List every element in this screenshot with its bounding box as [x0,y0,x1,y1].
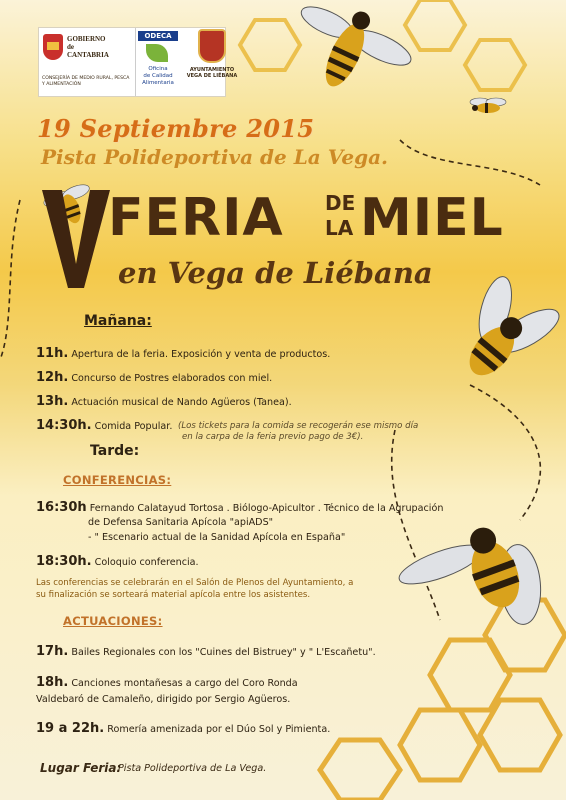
odeca-sub3: Alimentaria [142,80,174,86]
colloquium-time: 18:30h. [36,554,92,569]
odeca-logo [136,28,180,96]
schedule-item [36,370,272,385]
conference-note-1: Las conferencias se celebrarán en el Salón de Plenos del Ayuntamiento, a [36,578,354,588]
colloquium-item [36,554,199,569]
lunch-note-2: en la carpa de la feria previo pago de 3€). [182,432,364,442]
conference-text-3: - " Escenario actual de la Sanidad Apícola en España" [88,532,346,543]
schedule-text: Concurso de Postres elaborados con miel. [71,373,273,384]
afternoon-heading: Tarde: [90,443,140,459]
performance-text: Bailes Regionales con los "Cuines del Bistruey" y " L'Escañetu". [71,647,376,658]
schedule-item [36,418,172,433]
performances-heading: ACTUACIONES: [63,614,163,628]
leaf-icon [146,44,168,62]
schedule-item [36,346,330,361]
schedule-time: 14:30h. [36,418,92,433]
performance-item [36,644,376,659]
title-la: LA [325,216,354,240]
ayuntamiento-line1: AYUNTAMIENTO [189,67,235,73]
performance-item [36,721,330,736]
morning-heading: Mañana: [84,313,152,329]
bee-small-illustration [470,98,506,113]
schedule-text: Actuación musical de Nando Agüeros (Tanea). [71,397,292,408]
conference-text-2: de Defensa Sanitaria Apícola "apiADS" [88,517,274,528]
cantabria-shield-icon [43,34,63,60]
roman-numeral-v [38,172,113,292]
gobierno-line2: de [67,43,74,51]
venue-label: Lugar Feria: [40,761,122,775]
venue-value: Pista Polideportiva de La Vega. [118,763,267,774]
conference-time: 16:30h [36,500,87,515]
title-de: DE [325,191,356,215]
schedule-text: Comida Popular. [94,421,173,432]
performance-time: 17h. [36,644,69,659]
schedule-time: 11h. [36,346,69,361]
performance-text: Canciones montañesas a cargo del Coro Ronda [71,678,298,689]
gobierno-consejeria: CONSEJERÍA DE MEDIO RURAL, PESCA Y ALIMENTACIÓN [42,76,130,87]
odeca-sub1: Oficina [148,66,168,72]
conference-text-1: Fernando Calatayud Tortosa . Biólogo-Apicultor . Técnico de la Agrupación [89,503,444,514]
schedule-item [36,394,292,409]
schedule-text: Apertura de la feria. Exposición y venta de productos. [71,349,331,360]
lunch-note-1: (Los tickets para la comida se recogerán ese mismo día [178,421,419,431]
performance-text: Romería amenizada por el Dúo Sol y Pimienta. [107,724,331,735]
conference-note-2: su finalización se sorteará material apícola entre los asistentes. [36,590,311,600]
schedule-time: 12h. [36,370,69,385]
event-subtitle: en Vega de Liébana [118,256,433,290]
town-crest-icon [198,29,226,63]
bee-top-illustration [278,0,421,112]
honeycomb-bottom [320,600,565,800]
gobierno-line1: GOBIERNO [67,35,106,43]
performance-text-2: Valdebaró de Camaleño, dirigido por Sergio Agüeros. [36,694,291,705]
event-date: 19 Septiembre 2015 [37,114,315,143]
schedule-time: 13h. [36,394,69,409]
colloquium-text: Coloquio conferencia. [94,557,199,568]
conference-item [36,500,443,515]
gobierno-cantabria-logo [39,28,136,96]
title-miel: MIEL [360,188,504,248]
performance-item [36,675,298,690]
ayuntamiento-line2: VEGA DE LIÉBANA [186,73,238,79]
title-feria: FERIA [108,188,284,248]
conferences-heading: CONFERENCIAS: [63,473,172,487]
ayuntamiento-logo [186,27,238,95]
performance-time: 19 a 22h. [36,721,105,736]
bee-right-illustration [435,260,566,398]
performance-time: 18h. [36,675,69,690]
event-venue: Pista Polideportiva de La Vega. [41,145,389,169]
odeca-sub2: de Calidad [143,73,173,79]
gobierno-line3: CANTABRIA [67,51,109,59]
odeca-name: ODECA [138,31,178,41]
